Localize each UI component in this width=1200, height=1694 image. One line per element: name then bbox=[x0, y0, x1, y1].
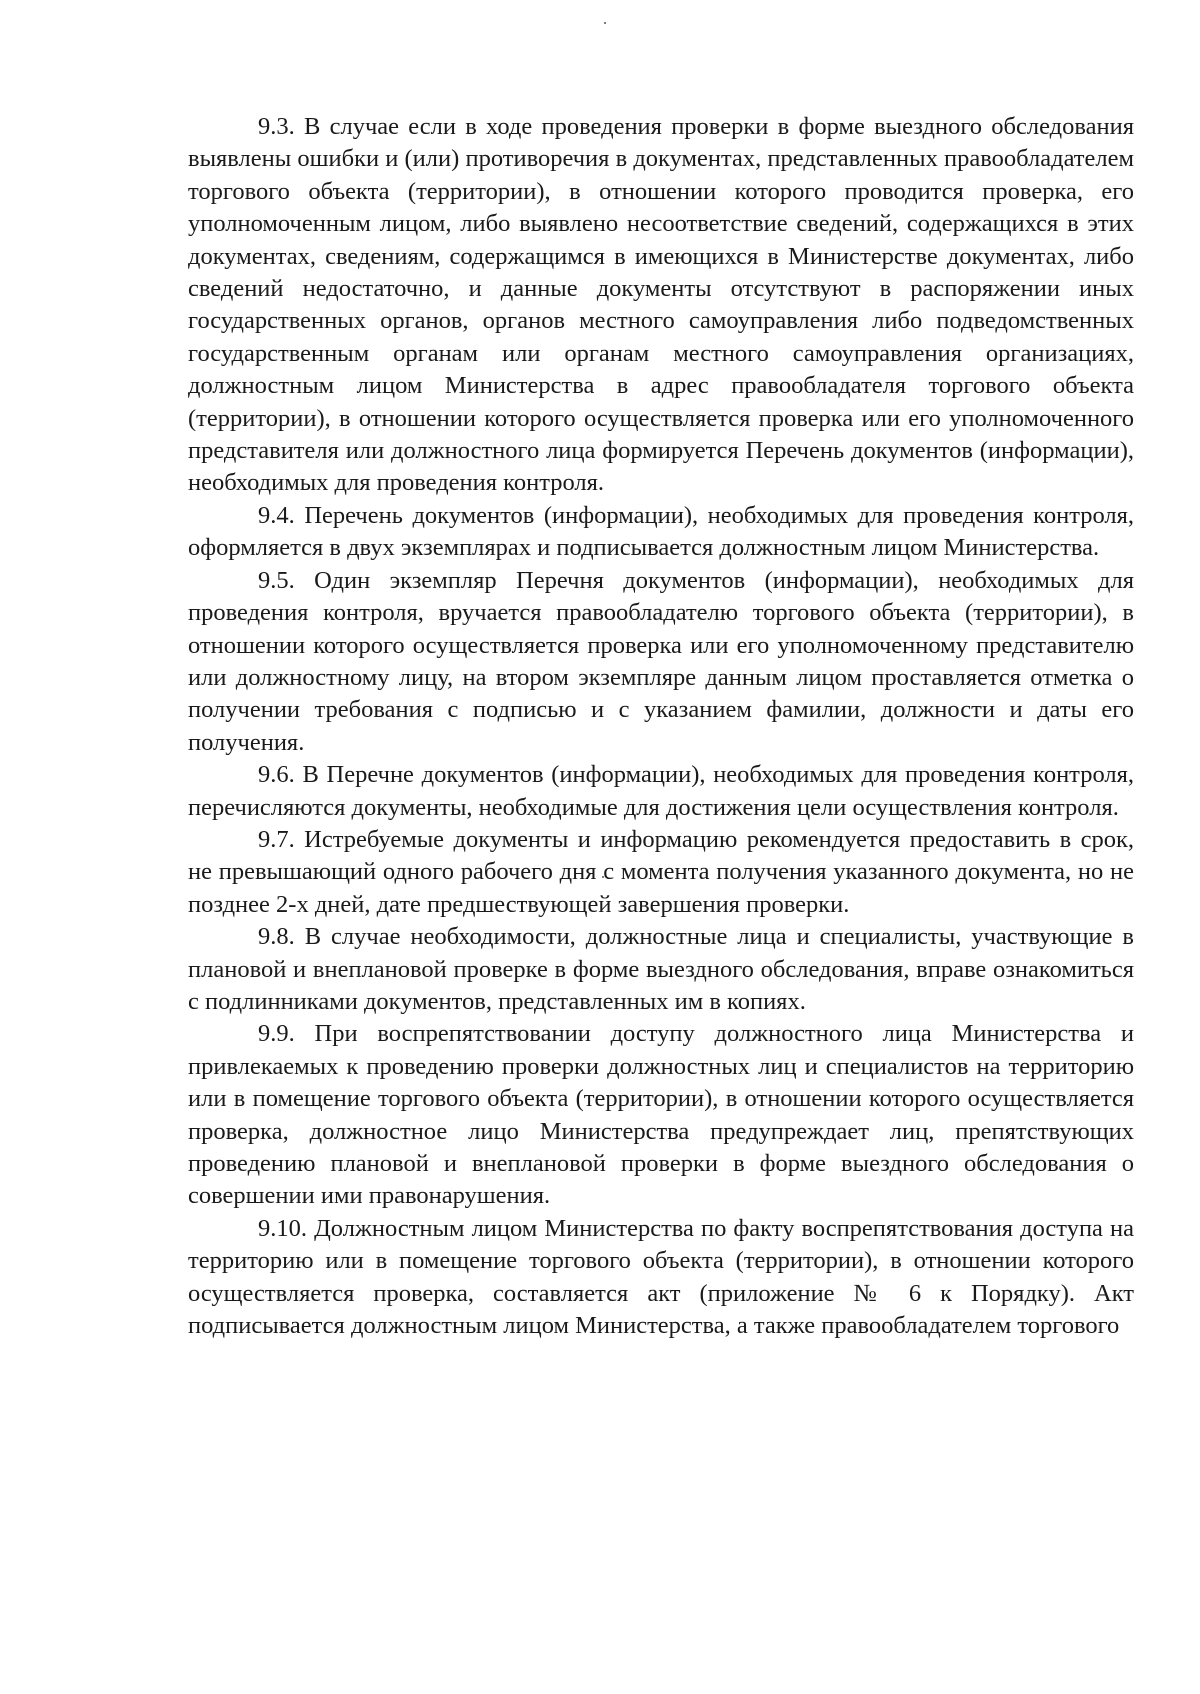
paragraph-9-3: 9.3. В случае если в ходе проведения проверки в форме выездного обследования выявлены ошибки и (или) противоречия в документах, представленных правообладателем торгового объекта (территории), в отношении которого проводится проверка, его уполномоченным лицом, либо выявлено несоответствие сведений, содержащихся в этих документах, сведениям, содержащимся в имеющихся в Министерстве документах, либо сведений недостаточно, и данные документы отсутствуют в распоряжении иных государственных органов, органов местного самоуправления либо подведомственных государственным органам или органам местного самоуправления организациях, должностным лицом Министерства в адрес правообладателя торгового объекта (территории), в отношении которого осуществляется проверка или его уполномоченного представителя или должностного лица формируется Перечень документов (информации), необходимых для проведения контроля. bbox=[188, 113, 1134, 497]
paragraph-9-9: 9.9. При воспрепятствовании доступу должностного лица Министерства и привлекаемых к проведению проверки должностных лиц и специалистов на территорию или в помещение торгового объекта (территории), в отношении которого осуществляется проверка, должностное лицо Министерства предупреждает лиц, препятствующих проведению плановой и внеплановой проверки в форме выездного обследования о совершении ими правонарушения. bbox=[188, 1020, 1134, 1210]
paragraph-9-7: 9.7. Истребуемые документы и информацию рекомендуется предоставить в срок, не превышающий одного рабочего дня с момента получения указанного документа, но не позднее 2-х дней, дате предшествующей завершения проверки. bbox=[188, 825, 1134, 918]
paragraph-9-6: 9.6. В Перечне документов (информации), необходимых для проведения контроля, перечисляются документы, необходимые для достижения цели осуществления контроля. bbox=[188, 761, 1134, 821]
document-body bbox=[188, 111, 1134, 1342]
paragraph-9-8: 9.8. В случае необходимости, должностные лица и специалисты, участвующие в плановой и внеплановой проверке в форме выездного обследования, вправе ознакомиться с подлинниками документов, представленных им в копиях. bbox=[188, 923, 1134, 1015]
paragraph-9-10: 9.10. Должностным лицом Министерства по факту воспрепятствования доступа на территорию или в помещение торгового объекта (территории), в отношении которого осуществляется проверка, составляется акт (приложение № 6 к Порядку). Акт подписывается должностным лицом Министерства, а также правообладателем торгового bbox=[188, 1214, 1134, 1340]
paragraph-9-4: 9.4. Перечень документов (информации), необходимых для проведения контроля, оформляется в двух экземплярах и подписывается должностным лицом Министерства. bbox=[188, 501, 1134, 562]
scan-speck bbox=[604, 22, 606, 24]
paragraph-9-5: 9.5. Один экземпляр Перечня документов (информации), необходимых для проведения контроля, вручается правообладателю торгового объекта (территории), в отношении которого осуществляется проверка или его уполномоченному представителю или должностному лицу, на втором экземпляре данным лицом проставляется отметка о получении требования с подписью и с указанием фамилии, должности и даты его получения. bbox=[188, 566, 1134, 756]
